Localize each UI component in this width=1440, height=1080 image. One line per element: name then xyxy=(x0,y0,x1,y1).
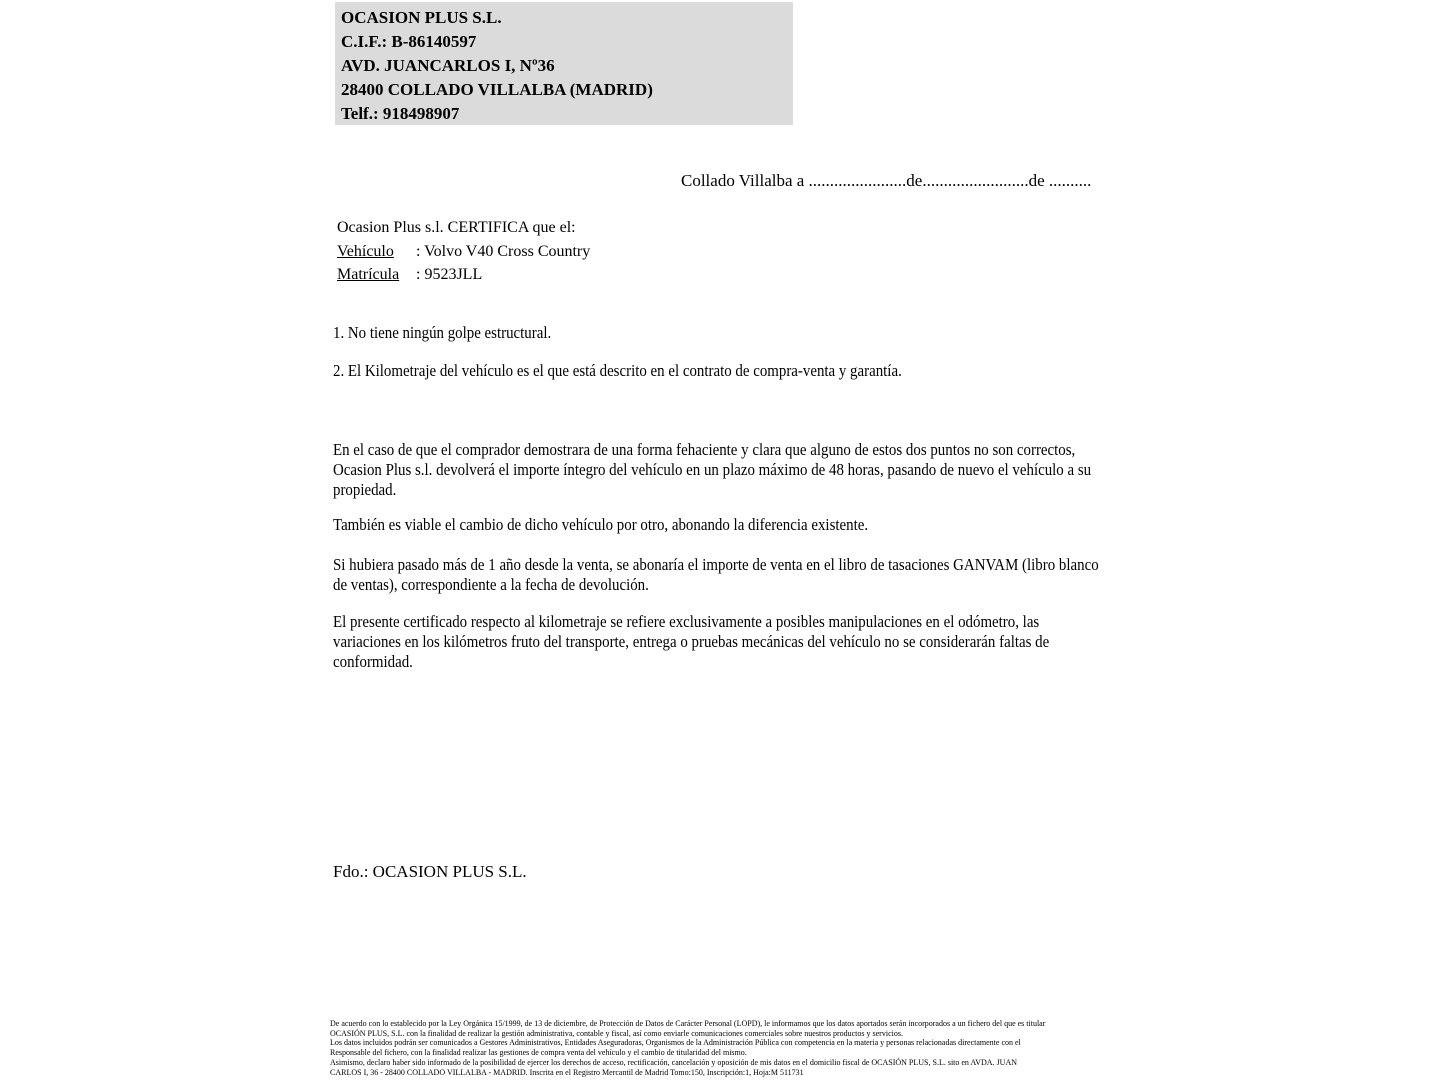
paragraph-ganvam-valuation: Si hubiera pasado más de 1 año desde la venta, se abonaría el importe de venta en el libro de tasaciones GANVAM (libro blanco de ventas), correspondiente a la fecha de devolución. xyxy=(333,555,1099,594)
vehicle-value: : Volvo V40 Cross Country xyxy=(416,242,591,260)
vehicle-row xyxy=(337,240,590,264)
legal-line-4: Responsable del fichero, con la finalidad realizar las gestiones de compra venta del vehículo y el cambio de titularidad del mismo. xyxy=(330,1048,747,1058)
date-fill-in-line: Collado Villalba a .......................de.........................de .......... xyxy=(681,171,1092,190)
company-name: OCASION PLUS S.L. xyxy=(341,8,502,27)
paragraph-odometer-disclaimer: El presente certificado respecto al kilometraje se refiere exclusivamente a posibles manipulaciones en el odómetro, las variaciones en los kilómetros fruto del transporte, entrega o pruebas mecánicas del vehículo no se considerarán faltas de conformidad. xyxy=(333,612,1050,671)
plate-row xyxy=(337,263,590,287)
certification-block xyxy=(337,216,590,287)
company-phone: Telf.: 918498907 xyxy=(341,104,460,123)
legal-notice xyxy=(330,1019,1045,1077)
paragraph-refund-policy: En el caso de que el comprador demostrara de una forma fehaciente y clara que alguno de estos dos puntos no son correctos, Ocasion Plus s.l. devolverá el importe íntegro del vehículo en un plazo máximo de 48 horas, pasando de nuevo el vehículo a su propiedad. xyxy=(333,440,1092,499)
company-header-box xyxy=(335,2,793,125)
legal-line-3: Los datos incluidos podrán ser comunicados a Gestores Administrativos, Entidades Aseguradoras, Organismos de la Administración Pública con competencia en la materia y personas relacionadas directamente con el xyxy=(330,1038,1021,1048)
company-city: 28400 COLLADO VILLALBA (MADRID) xyxy=(341,80,653,99)
company-address: AVD. JUANCARLOS I, Nº36 xyxy=(341,56,555,75)
legal-line-2: OCASIÓN PLUS, S.L. con la finalidad de realizar la gestión administrativa, contable y fiscal, así como enviarle comunicaciones comerciales sobre nuestros productos y servicios. xyxy=(330,1028,903,1038)
signature-line: Fdo.: OCASION PLUS S.L. xyxy=(333,862,527,881)
legal-line-5: Asimismo, declaro haber sido informado de la posibilidad de ejercer los derechos de acceso, rectificación, cancelación y oposición de mis datos en el domicilio fiscal de OCASIÓN PLUS, S.L. sito en AVDA. JUAN xyxy=(330,1057,1018,1067)
certified-point-2: 2. El Kilometraje del vehículo es el que está descrito en el contrato de compra-venta y garantía. xyxy=(333,361,902,380)
vehicle-label: Vehículo xyxy=(337,242,394,260)
certified-point-1: 1. No tiene ningún golpe estructural. xyxy=(333,323,552,342)
plate-label: Matrícula xyxy=(337,266,400,283)
legal-line-6: CARLOS I, 36 - 28400 COLLADO VILLALBA - MADRID. Inscrita en el Registro Mercantil de Madrid Tomo:150, Inscripción:1, Hoja:M 511731 xyxy=(330,1067,804,1077)
company-cif: C.I.F.: B-86140597 xyxy=(341,32,477,51)
certify-intro: Ocasion Plus s.l. CERTIFICA que el: xyxy=(337,219,576,236)
plate-value: : 9523JLL xyxy=(416,266,483,283)
paragraph-exchange-option: También es viable el cambio de dicho vehículo por otro, abonando la diferencia existente. xyxy=(333,515,869,534)
legal-line-1: De acuerdo con lo establecido por la Ley Orgánica 15/1999, de 13 de diciembre, de Protección de Datos de Carácter Personal (LOPD), le informamos que los datos aportados serán incorporados a un fichero del que es titular xyxy=(330,1019,1046,1028)
